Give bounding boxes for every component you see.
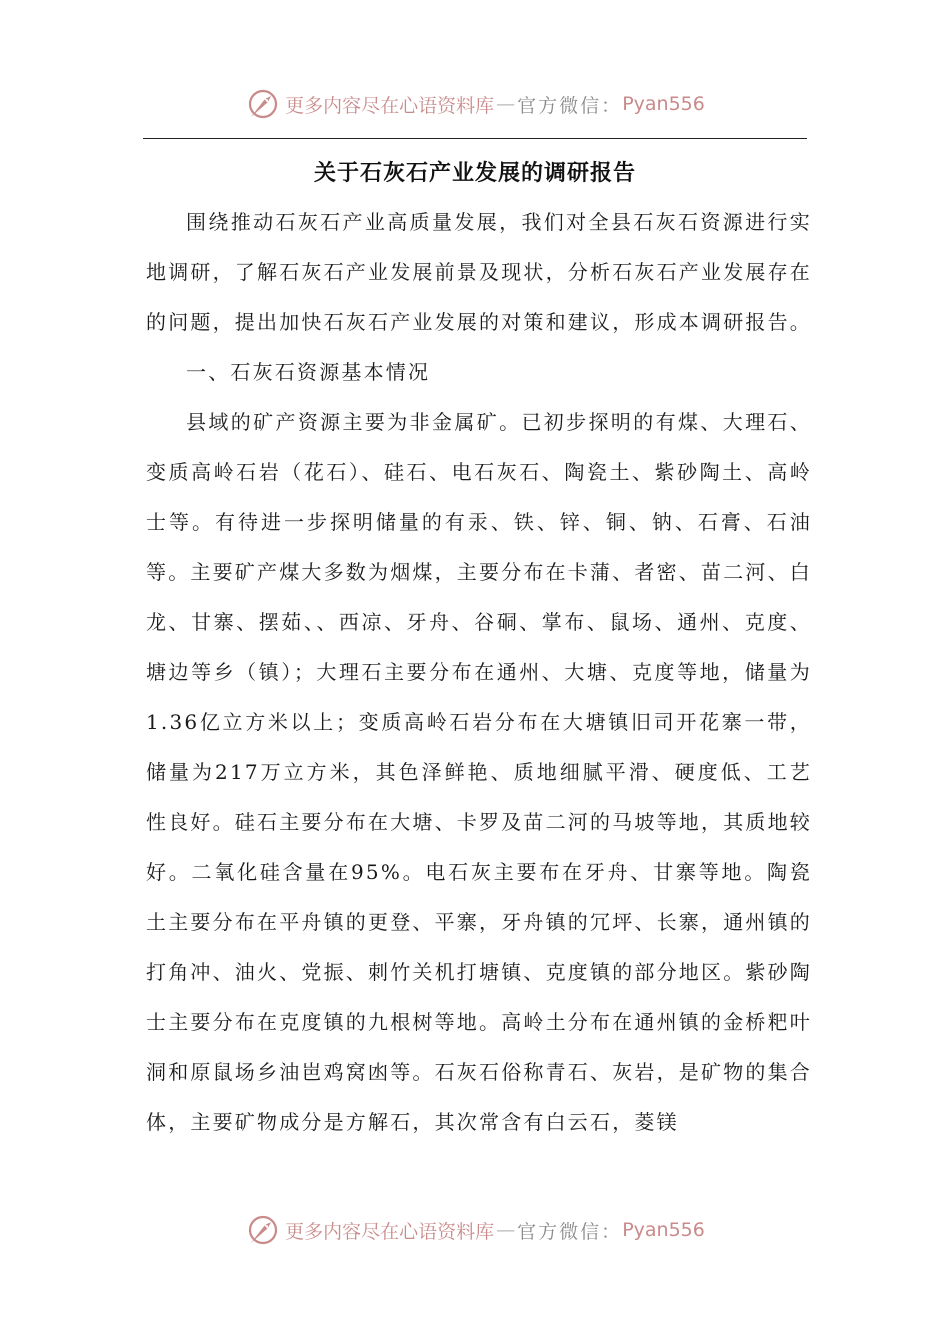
section-heading-1: 一、石灰石资源基本情况: [186, 360, 431, 384]
watermark-dash: —: [496, 1219, 516, 1241]
watermark-header: [0, 84, 950, 124]
watermark-official-label: 官方微信：: [517, 94, 623, 117]
paragraph-resources: 县域的矿产资源主要为非金属矿。已初步探明的有煤、大理石、变质高岭石岩（花石）、硅石、电石灰石、陶瓷土、紫砂陶土、高岭士等。有待进一步探明储量的有汞、铁、锌、铜、钠、石膏、石油等。主要矿产煤大多数为烟煤，主要分布在卡蒲、者密、苗二河、白龙、甘寨、摆茹、、西凉、牙舟、谷硐、掌布、鼠场、通州、克度、塘边等乡（镇）；大理石主要分布在通州、大塘、克度等地，储量为1.36亿立方米以上；变质高岭石岩分布在大塘镇旧司开花寨一带，储量为217万立方米，其色泽鲜艳、质地细腻平滑、硬度低、工艺性良好。硅石主要分布在大塘、卡罗及苗二河的马坡等地，其质地较好。二氧化硅含量在95%。电石灰主要布在牙舟、甘寨等地。陶瓷土主要分布在平舟镇的更登、平寨，牙舟镇的冗坪、长寨，通州镇的打角冲、油火、党振、刺竹关机打塘镇、克度镇的部分地区。紫砂陶士主要分布在克度镇的九根树等地。高岭土分布在通州镇的金桥粑叶洞和原鼠场乡油岜鸡窝凼等。石灰石俗称青石、灰岩，是矿物的集合体，主要矿物成分是方解石，其次常含有白云石，菱镁: [146, 410, 812, 1134]
paragraph-intro: 围绕推动石灰石产业高质量发展，我们对全县石灰石资源进行实地调研，了解石灰石产业发展前景及现状，分析石灰石产业发展存在的问题，提出加快石灰石产业发展的对策和建议，形成本调研报告。: [146, 210, 812, 334]
watermark-brand: 更多内容尽在心语资料库: [285, 94, 495, 117]
watermark-official-label: 官方微信：: [517, 1220, 623, 1243]
header-divider: [143, 138, 807, 139]
pen-nib-logo-icon: [245, 1212, 281, 1248]
watermark-wechat-id: Pyan556: [622, 1219, 705, 1241]
watermark-dash: —: [496, 93, 516, 115]
document-title: 关于石灰石产业发展的调研报告: [313, 160, 636, 186]
watermark-wechat-id: Pyan556: [622, 93, 705, 115]
watermark-footer: [0, 1210, 950, 1250]
watermark-brand: 更多内容尽在心语资料库: [285, 1220, 495, 1243]
pen-nib-logo-icon: [245, 86, 281, 122]
document-body: [146, 197, 812, 1147]
